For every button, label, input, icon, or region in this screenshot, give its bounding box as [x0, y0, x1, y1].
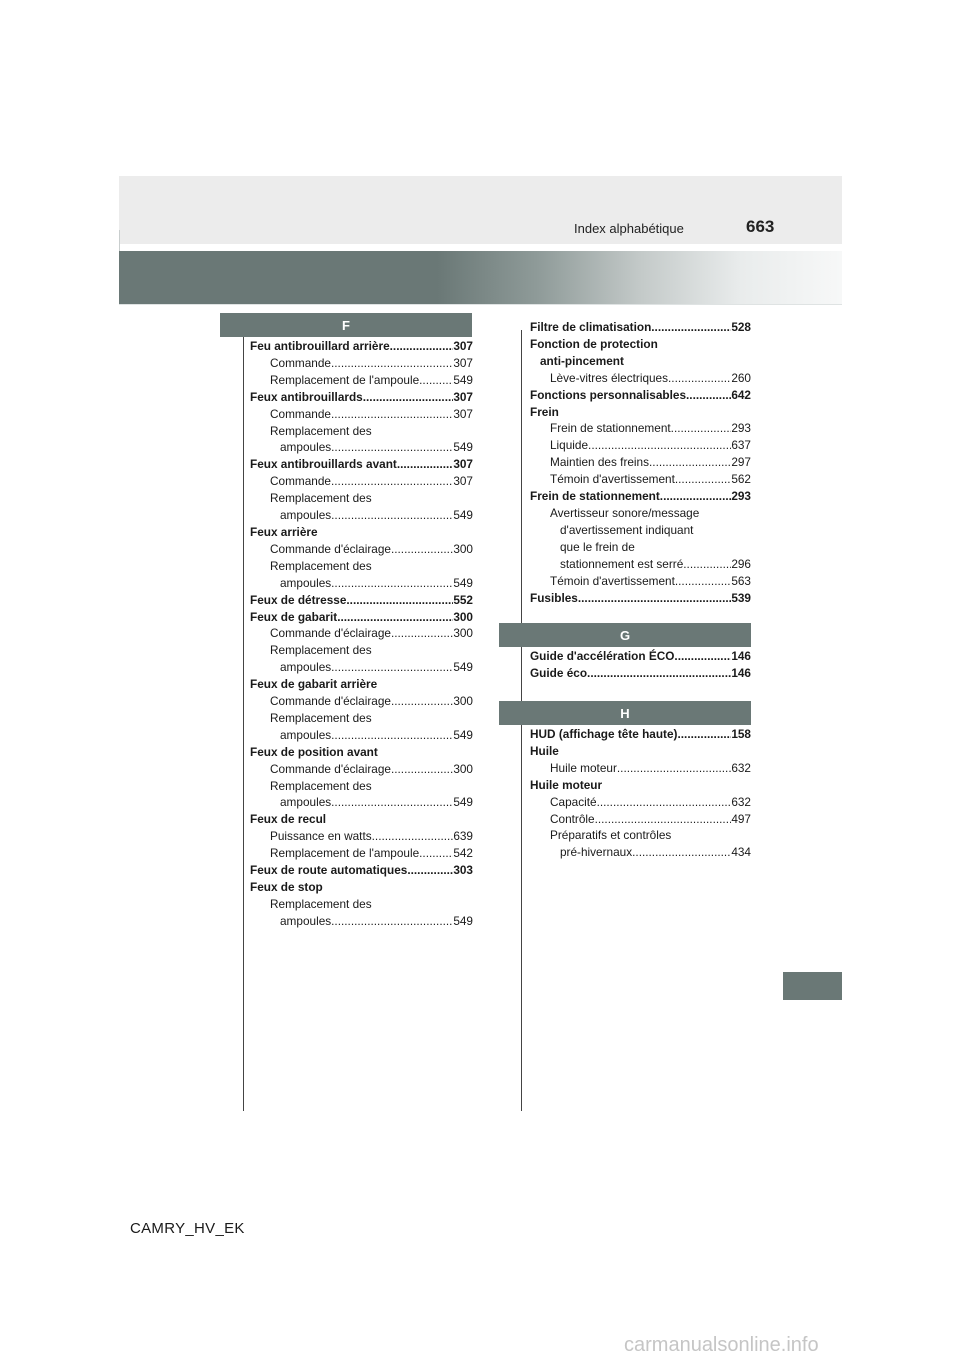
entry-page-number: 549 — [453, 508, 473, 523]
entry-page-number: 300 — [453, 761, 473, 776]
index-entry — [530, 454, 751, 471]
index-heading: que le frein de — [560, 539, 635, 554]
entry-page-number: 146 — [731, 665, 751, 680]
entry-page-number: 307 — [453, 389, 473, 404]
index-heading: d'avertissement indiquant — [560, 522, 694, 537]
entry-term: Commande d'éclairage — [270, 761, 391, 776]
chapter-thumb-tab — [783, 972, 842, 1000]
entry-term: Contrôle — [550, 811, 595, 826]
entry-page-number: 549 — [453, 440, 473, 455]
index-heading: Huile — [530, 743, 559, 758]
index-entry — [250, 828, 473, 845]
index-entry — [530, 794, 751, 811]
entry-page-number: 307 — [453, 355, 473, 370]
entry-term: Témoin d'avertissement — [550, 472, 675, 487]
dot-leader — [675, 471, 731, 488]
index-entry — [530, 370, 751, 387]
index-entry — [250, 473, 473, 490]
dot-leader — [337, 609, 453, 626]
dot-leader — [617, 760, 731, 777]
entry-page-number: 434 — [731, 845, 751, 860]
entry-page-number: 542 — [453, 846, 473, 861]
entry-term: ampoules — [280, 660, 332, 675]
index-entry — [250, 592, 473, 609]
entry-term: Commande d'éclairage — [270, 541, 391, 556]
index-entry — [250, 456, 473, 473]
dot-leader — [649, 454, 731, 471]
entry-page-number: 549 — [453, 660, 473, 675]
entry-page-number: 293 — [731, 421, 751, 436]
dot-leader — [419, 845, 453, 862]
header-gradient-bar — [119, 251, 842, 304]
index-entry — [250, 862, 473, 879]
entry-page-number: 539 — [731, 590, 751, 605]
entry-page-number: 632 — [731, 794, 751, 809]
index-entry — [530, 573, 751, 590]
index-heading: Préparatifs et contrôles — [550, 828, 672, 843]
entry-page-number: 528 — [731, 320, 751, 334]
dot-leader — [331, 727, 453, 744]
entry-term: ampoules — [280, 727, 332, 742]
index-heading: Feux de gabarit arrière — [250, 677, 378, 692]
entry-term: ampoules — [280, 508, 332, 523]
index-entry — [530, 387, 751, 404]
index-heading: Remplacement des — [270, 423, 372, 438]
entry-term: Guide d'accélération ÉCO — [530, 649, 675, 663]
index-heading: Remplacement des — [270, 558, 372, 573]
letter-header-f: F — [220, 313, 472, 337]
entry-page-number: 297 — [731, 455, 751, 470]
entry-term: Commande d'éclairage — [270, 626, 391, 641]
entry-page-number: 549 — [453, 575, 473, 590]
index-entry — [250, 609, 473, 626]
index-entry — [250, 389, 473, 406]
index-heading: Avertisseur sonore/message — [550, 505, 700, 520]
entry-page-number: 637 — [731, 438, 751, 453]
entry-page-number: 300 — [453, 626, 473, 641]
dot-leader — [331, 507, 453, 524]
watermark-text: carmanualsonline.info — [624, 1334, 819, 1356]
page-number: 663 — [746, 217, 775, 236]
dot-leader — [632, 844, 731, 861]
entry-term: ampoules — [280, 440, 332, 455]
index-entry — [530, 556, 751, 573]
index-entry — [250, 541, 473, 558]
index-entry — [250, 625, 473, 642]
entry-term: Feux antibrouillards — [250, 389, 363, 404]
index-heading: Remplacement des — [270, 643, 372, 658]
dot-leader — [331, 794, 453, 811]
index-heading: Feux arrière — [250, 524, 318, 539]
entry-term: Capacité — [550, 794, 597, 809]
index-heading: Feux de stop — [250, 880, 323, 894]
index-heading: Feux de position avant — [250, 744, 378, 759]
dot-leader — [407, 862, 453, 879]
entry-page-number: 158 — [731, 727, 751, 741]
entry-page-number: 300 — [453, 541, 473, 556]
letter-header-h: H — [499, 701, 751, 725]
dot-leader — [391, 541, 453, 558]
entry-term: Fusibles — [530, 590, 578, 605]
header-band — [119, 176, 842, 244]
index-column-right-f — [530, 319, 751, 606]
entry-term: Liquide — [550, 438, 589, 453]
index-entry — [530, 488, 751, 505]
header-divider — [119, 304, 842, 305]
index-entry — [530, 844, 751, 861]
section-title: Index alphabétique — [574, 221, 684, 236]
index-entry — [250, 693, 473, 710]
dot-leader — [331, 473, 453, 490]
dot-leader — [331, 355, 453, 372]
entry-page-number: 307 — [453, 474, 473, 489]
dot-leader — [674, 648, 731, 665]
index-entry — [250, 439, 473, 456]
entry-page-number: 552 — [453, 592, 473, 607]
index-entry — [250, 727, 473, 744]
index-entry — [250, 913, 473, 930]
dot-leader — [331, 659, 453, 676]
entry-page-number: 146 — [731, 649, 751, 663]
dot-leader — [660, 488, 732, 505]
entry-page-number: 549 — [453, 913, 473, 928]
index-entry — [530, 811, 751, 828]
index-column-left — [250, 338, 473, 930]
dot-leader — [588, 437, 731, 454]
index-heading: Frein — [530, 404, 559, 419]
dot-leader — [346, 592, 453, 609]
dot-leader — [331, 575, 453, 592]
entry-page-number: 303 — [453, 863, 473, 878]
entry-term: Remplacement de l'ampoule — [270, 846, 420, 861]
entry-term: ampoules — [280, 913, 332, 928]
index-heading: Remplacement des — [270, 778, 372, 793]
dot-leader — [675, 573, 731, 590]
dot-leader — [671, 420, 732, 437]
index-column-right-g — [530, 648, 751, 682]
entry-term: Filtre de climatisation — [530, 320, 652, 334]
entry-term: ampoules — [280, 795, 332, 810]
entry-term: Huile moteur — [550, 760, 617, 775]
dot-leader — [587, 665, 731, 682]
dot-leader — [595, 811, 732, 828]
entry-term: Commande d'éclairage — [270, 694, 391, 709]
column-divider-left — [243, 330, 244, 1111]
entry-page-number: 307 — [453, 339, 473, 353]
entry-page-number: 300 — [453, 609, 473, 624]
index-entry — [530, 319, 751, 336]
entry-term: Frein de stationnement — [550, 421, 671, 436]
entry-term: pré-hivernaux — [560, 845, 633, 860]
index-entry — [250, 507, 473, 524]
dot-leader — [397, 456, 453, 473]
index-entry — [250, 659, 473, 676]
index-entry — [250, 355, 473, 372]
entry-term: Maintien des freins — [550, 455, 650, 470]
index-entry — [530, 665, 751, 682]
index-entry — [250, 761, 473, 778]
letter-header-g: G — [499, 623, 751, 647]
index-entry — [250, 794, 473, 811]
entry-page-number: 307 — [453, 406, 473, 421]
index-entry — [250, 575, 473, 592]
entry-term: Fonctions personnalisables — [530, 387, 687, 402]
index-heading: Fonction de protection — [530, 336, 658, 351]
dot-leader — [578, 590, 731, 607]
entry-term: Commande — [270, 406, 331, 421]
entry-page-number: 642 — [731, 387, 751, 402]
entry-page-number: 632 — [731, 760, 751, 775]
entry-page-number: 639 — [453, 829, 473, 844]
index-entry — [530, 726, 751, 743]
dot-leader — [331, 913, 453, 930]
entry-term: Puissance en watts — [270, 829, 372, 844]
entry-term: Guide éco — [530, 665, 588, 680]
index-heading: Remplacement des — [270, 710, 372, 725]
dot-leader — [331, 406, 453, 423]
entry-page-number: 549 — [453, 727, 473, 742]
entry-term: ampoules — [280, 575, 332, 590]
entry-page-number: 497 — [731, 811, 751, 826]
entry-page-number: 300 — [453, 694, 473, 709]
index-entry — [530, 437, 751, 454]
dot-leader — [391, 761, 453, 778]
entry-term: Feux antibrouillards avant — [250, 457, 397, 472]
entry-term: Frein de stationnement — [530, 489, 660, 504]
dot-leader — [391, 625, 453, 642]
index-entry — [250, 372, 473, 389]
dot-leader — [391, 693, 453, 710]
index-entry — [250, 845, 473, 862]
dot-leader — [651, 319, 731, 336]
index-heading: Remplacement des — [270, 491, 372, 506]
index-heading: Remplacement des — [270, 896, 372, 911]
entry-term: Feu antibrouillard arrière — [250, 339, 390, 353]
entry-page-number: 563 — [731, 573, 751, 588]
model-code: CAMRY_HV_EK — [130, 1220, 245, 1237]
dot-leader — [331, 439, 453, 456]
entry-term: Feux de route automatiques — [250, 863, 408, 878]
dot-leader — [372, 828, 454, 845]
dot-leader — [363, 389, 454, 406]
dot-leader — [668, 370, 731, 387]
index-entry — [250, 338, 473, 355]
entry-page-number: 549 — [453, 795, 473, 810]
entry-page-number: 260 — [731, 370, 751, 385]
dot-leader — [419, 372, 453, 389]
dot-leader — [686, 387, 731, 404]
entry-page-number: 307 — [453, 457, 473, 472]
dot-leader — [597, 794, 732, 811]
entry-page-number: 562 — [731, 472, 751, 487]
entry-page-number: 293 — [731, 489, 751, 504]
index-heading: Huile moteur — [530, 777, 603, 792]
entry-term: Témoin d'avertissement — [550, 573, 675, 588]
index-heading: Feux de recul — [250, 812, 327, 827]
index-entry — [530, 648, 751, 665]
entry-term: Commande — [270, 474, 331, 489]
entry-term: stationnement est serré — [560, 556, 684, 571]
index-heading: anti-pincement — [540, 353, 624, 368]
index-entry — [530, 760, 751, 777]
index-column-right-h — [530, 726, 751, 861]
index-entry — [250, 406, 473, 423]
entry-term: Feux de gabarit — [250, 609, 338, 624]
entry-page-number: 549 — [453, 372, 473, 387]
entry-term: Commande — [270, 355, 331, 370]
index-entry — [530, 590, 751, 607]
entry-term: Feux de détresse — [250, 592, 347, 607]
index-entry — [530, 420, 751, 437]
entry-term: Remplacement de l'ampoule — [270, 372, 420, 387]
entry-page-number: 296 — [731, 556, 751, 571]
dot-leader — [677, 726, 731, 743]
entry-term: HUD (affichage tête haute) — [530, 727, 678, 741]
dot-leader — [390, 338, 454, 355]
entry-term: Lève-vitres électriques — [550, 370, 669, 385]
index-entry — [530, 471, 751, 488]
dot-leader — [683, 556, 731, 573]
